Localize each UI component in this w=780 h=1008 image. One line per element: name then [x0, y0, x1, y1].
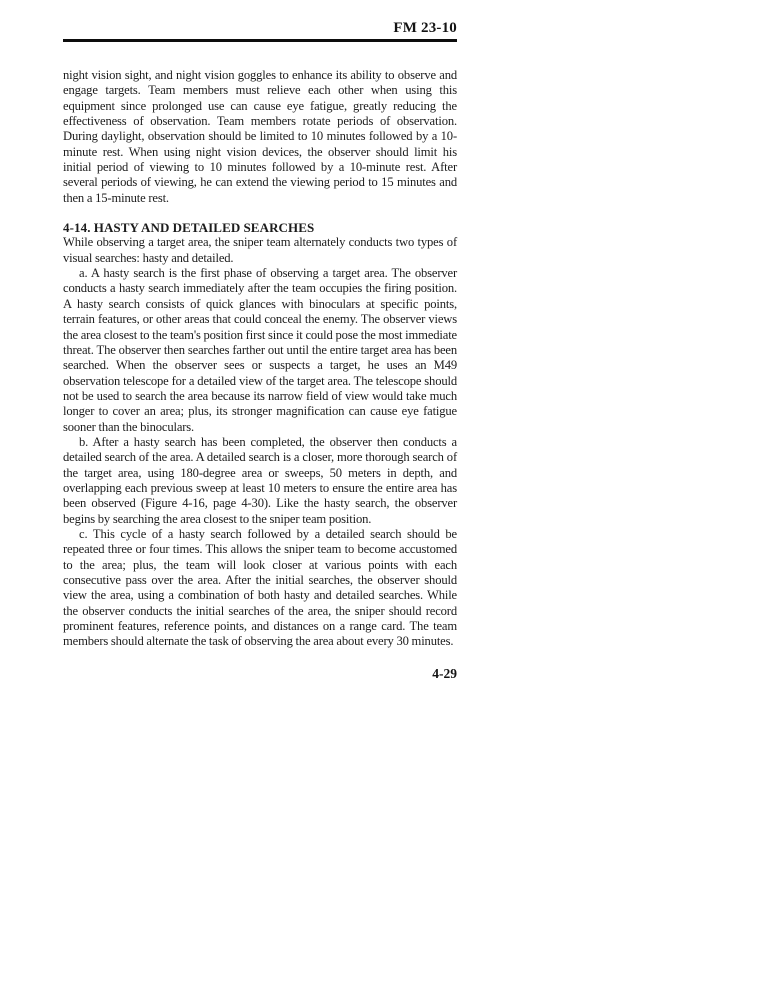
text-column [63, 0, 457, 682]
paragraph: While observing a target area, the sniper team alternately conducts two types of visual searches: hasty and detailed. [63, 235, 457, 265]
paragraph: c. This cycle of a hasty search followed by a detailed search should be repeated three or four times. This allows the sniper team to become accustomed to the area; plus, the team will look closer at various points with each consecutive pass over the area. After the initial searches, the observer should view the area, using a combination of both hasty and detailed searches. While the observer conducts the initial searches of the area, the sniper should record prominent features, reference points, and distances on a range card. The team members should alternate the task of observing the area about every 30 minutes. [63, 526, 457, 649]
document-id-header: FM 23-10 [393, 20, 457, 36]
section-heading: 4-14. HASTY AND DETAILED SEARCHES [63, 220, 315, 236]
header-rule [63, 39, 457, 42]
paragraph: b. After a hasty search has been completed, the observer then conducts a detailed search of the area. A detailed search is a closer, more thorough search of the target area, using 180-degree area or sweeps, 50 meters in depth, and overlapping each previous sweep at least 10 meters to ensure the entire area has been observed (Figure 4-16, page 4-30). Like the hasty search, the observer begins by searching the area closest to the sniper team position. [63, 434, 457, 526]
body-text [63, 68, 457, 650]
page-number: 4-29 [432, 665, 457, 681]
paragraph: night vision sight, and night vision goggles to enhance its ability to observe and engage targets. Team members must relieve each other when using this equipment since prolonged use can cause eye fatigue, greatly reducing the effectiveness of observation. Team members rotate periods of observation. During daylight, observation should be limited to 10 minutes followed by a 10-minute rest. When using night vision devices, the observer should limit his initial period of viewing to 10 minutes followed by a 10-minute rest. After several periods of viewing, he can extend the viewing period to 15 minutes and then a 15-minute rest. [63, 68, 457, 205]
paragraph: a. A hasty search is the first phase of observing a target area. The observer conducts a hasty search immediately after the team occupies the firing position. A hasty search consists of quick glances with binoculars at specific points, terrain features, or other areas that could conceal the enemy. The observer views the area closest to the team's position first since it could pose the most immediate threat. The observer then searches farther out until the entire target area has been searched. When the observer sees or suspects a target, he uses an M49 observation telescope for a detailed view of the target area. The telescope should not be used to search the area because its narrow field of view would take much longer to cover an area; plus, its stronger magnification can cause eye fatigue sooner than the binoculars. [63, 266, 457, 434]
